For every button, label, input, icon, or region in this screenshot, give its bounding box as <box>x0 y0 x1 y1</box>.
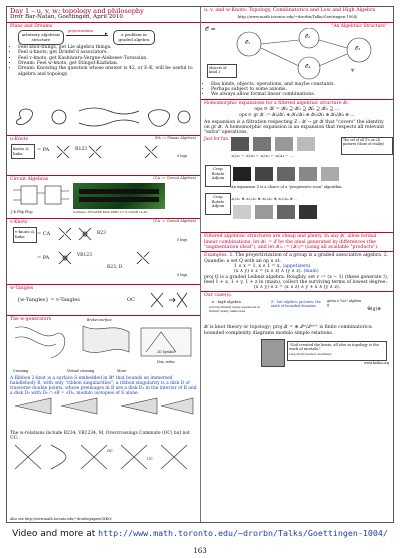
fun-note: The set of all Z's on 2D pictures (those of reality) <box>341 137 393 155</box>
knot-pictures <box>9 103 197 133</box>
right-column <box>201 7 393 522</box>
image-thumb <box>321 167 339 181</box>
examples-section <box>201 253 393 290</box>
list-item: • Feel v-knots, get Kashiwara-Vergne-Alekseev-Torossian. <box>18 56 197 61</box>
list-item: • Has kinds, objects, operations, and maybe constants. <box>211 82 390 87</box>
image-thumb <box>231 137 249 151</box>
alg-label: "An Algebraic Structure" <box>331 23 387 29</box>
wtangles-section <box>7 283 200 303</box>
wtangles-heading: w-Tangles <box>10 286 34 291</box>
plans-heading: Plans and Dreams <box>10 23 53 29</box>
image-thumb <box>277 205 295 219</box>
examples-heading: Examples. <box>204 253 228 259</box>
image-thumb <box>299 167 317 181</box>
case-label: Z : low algebra: pictures, the math of bounded domains <box>271 300 321 309</box>
wgen-label: Crossing <box>13 369 29 373</box>
ribbon-shape-icon <box>121 398 157 414</box>
quote-box <box>287 341 387 361</box>
plans-box-left: arbitrary algebraic structure <box>18 30 64 45</box>
ex-final: (x ∧ y) ∧ z = (x ∧ z) ∧ y + x ∧ (y ∧ z). <box>253 285 341 291</box>
plans-section <box>7 24 200 77</box>
wgenerators-section <box>7 314 200 373</box>
ops-label: ψ <box>351 67 355 73</box>
wtangles-formula: {w-Tangles} = v-Tangles <box>17 297 80 303</box>
knot-icon <box>148 110 169 127</box>
vknots-section <box>7 217 200 277</box>
wrel-text: The w-relations include R234, VR1234, M, Overcrossings Commute (OC) but not UC: <box>10 431 190 442</box>
o-symbol: 𝒪 = <box>205 25 216 33</box>
list-item: • Perhaps subject to some axioms. <box>211 87 390 92</box>
left-column <box>7 7 201 522</box>
crossing-icon <box>177 293 187 307</box>
circuit-heading: Circuit Algebras <box>10 177 49 182</box>
image-thumb <box>297 137 315 151</box>
oc-label: OC <box>107 449 113 453</box>
footer-note: Also see http://www.math.toronto.edu/~drorbn/papers/WKO/ <box>10 517 112 521</box>
right-header <box>201 7 393 21</box>
plans-arrow-label: projectivization <box>68 29 94 34</box>
ribbon-shape-icon <box>61 398 97 414</box>
vknots-eq-pa: = PA <box>37 255 50 261</box>
image-thumb <box>255 205 273 219</box>
case-label: solving finitely many equations in finitely many unknowns <box>209 305 261 314</box>
circuit-tag: (CA := Circuit Algebra) <box>153 176 196 180</box>
filtered-text <box>201 234 393 250</box>
list-item: • We always allow formal linear combinations. <box>211 92 390 97</box>
case-text: 𝒦 is knot theory or topology; proj 𝒦 = ⊕ ℐᵐ/ℐᵐ⁺¹ is finite combinatorics: bounded-complexity diagrams modulo simple relations. <box>204 325 373 336</box>
portrait-photo <box>261 339 285 367</box>
case-label: given a "Lie" algebra g <box>327 299 362 308</box>
tube-icon <box>15 337 56 346</box>
list-item: • Dream: Knowing the question whose answer is 42, or E-K, will be useful to algebra and topology. <box>18 66 197 77</box>
node-label: 𝒪₂ <box>305 33 311 40</box>
vknot-crossings <box>57 226 182 270</box>
uknots-heading: u-Knots <box>10 137 28 142</box>
ex-formula: 1 ∧ x = 1, x ∧ 1 = x, <box>234 263 282 269</box>
caption-prefix: Video and more at <box>12 529 96 539</box>
quote-attr: Leopold Kronecker (modified) <box>289 351 332 356</box>
byline: Dror Bar-Natan, Goettingen, April 2010 <box>10 14 123 21</box>
vknots-tag: (CA := Circuit Algebra) <box>153 219 196 223</box>
homo-line: ops ⟳ 𝒦 = 𝒦₀ ⊇ 𝒦₁ ⊇ 𝒦₂ ⊇ 𝒦₃ ⊇ … <box>254 107 340 112</box>
flipflop-box-icon <box>45 186 61 204</box>
homo-line2: ops ⟳ gr 𝒦 := 𝒦₀/𝒦₁ ⊕ 𝒦₁/𝒦₂ ⊕ 𝒦₂/𝒦₃ ⊕ 𝒦₃/𝒦₄ ⊕ … <box>239 113 355 119</box>
memory-chips-icon <box>79 197 159 202</box>
wgen-label: Move <box>117 369 127 373</box>
examples-text: 1. The projectivization of a group is a graded associative algebra. 2. Quandle: a set Q with an op ∧ st. <box>204 253 389 264</box>
uknots-tag: (PA := Planar Algebra) <box>154 136 196 140</box>
homo-heading: Homomorphic expansions for a filtered algebraic structure 𝒦: <box>204 100 349 106</box>
crossing-icon <box>81 445 107 469</box>
ops-caption: 𝒦/𝒦₁ ← 𝒦/𝒦₂ ← 𝒦/𝒦₃ ← 𝒦/𝒦₄ ← … <box>231 154 294 159</box>
quote-url: www.katlas.org <box>364 361 389 366</box>
arrow-icon <box>169 298 175 302</box>
uknots-section <box>7 134 200 160</box>
wgen-heading: The w-generators <box>10 317 52 322</box>
strand-icon <box>51 445 66 469</box>
poster <box>6 6 394 523</box>
virtual-crossing-icon <box>59 252 71 264</box>
wrel-figures <box>11 441 196 473</box>
strand-icon <box>79 108 139 114</box>
divider <box>201 22 393 23</box>
node-label: 𝒪₃ <box>355 45 361 52</box>
quote-section <box>201 339 393 369</box>
crossing-icon <box>151 293 163 307</box>
crossing-icon <box>121 445 147 469</box>
image-thumb <box>299 205 317 219</box>
circuit-board-photo <box>73 183 165 209</box>
oc-label: OC <box>127 297 135 303</box>
page-number: 163 <box>193 547 207 555</box>
vknots-eq: = CA <box>37 231 51 237</box>
left-header <box>7 7 200 21</box>
uc-label: UC <box>147 457 153 461</box>
divider <box>7 315 200 316</box>
image-thumb <box>233 167 251 181</box>
legs-label: 0 legs <box>177 238 188 242</box>
gr-caption: 𝒦/𝒦₁ ⊕ 𝒦₁/𝒦₂ ⊕ 𝒦₂/𝒦₃ ⊕ 𝒦₃/𝒦₄ ⊕ … <box>231 197 298 202</box>
crossing-icon <box>145 146 157 158</box>
image-thumb <box>275 137 293 151</box>
fun-heading: Just for fun. <box>204 136 230 142</box>
right-url: http://www.math.toronto.edu/~drorbn/Talks/Goettingen-1004/ <box>237 14 358 20</box>
homo-section <box>201 101 393 136</box>
loop-icon <box>178 111 190 123</box>
crossing-icon <box>57 146 69 158</box>
r23-label: R23 <box>97 231 106 236</box>
vknots-lhs: v-knots & links <box>13 227 37 243</box>
fun-section <box>201 135 393 231</box>
circuit-caption-left: J-K Flip Flop <box>11 210 33 214</box>
wire-icon <box>13 190 69 200</box>
expansion-note: An expansion Z is a choice of a "progressive scan" algorithm. <box>231 185 343 190</box>
virtual-crossing-icon <box>79 228 91 240</box>
video-caption <box>0 528 400 539</box>
caption-link[interactable]: http://www.math.toronto.edu/~drorbn/Talks/Goettingen-1004/ <box>98 528 388 538</box>
wgen-label: Broken surface <box>87 318 112 322</box>
uknots-eq: = PA <box>37 147 50 154</box>
tube-icon <box>15 327 65 358</box>
trefoil-icon <box>16 109 32 125</box>
divider <box>7 22 200 23</box>
divider <box>7 284 200 285</box>
broken-surface-icon <box>83 326 129 353</box>
plans-diagram <box>10 29 197 45</box>
crossing-icon <box>59 228 71 240</box>
case-heading: Our case(s). <box>204 293 233 299</box>
strand-icon <box>79 120 139 126</box>
circuit-caption-right: Software: SYNAPSE 4000 DDR2 2.7 X 12GCB 1A 6A <box>73 210 148 214</box>
uknots-formula <box>7 142 200 160</box>
r123-label: R123 <box>75 147 88 153</box>
memory-chips-icon <box>79 189 159 194</box>
crossing-icon <box>161 445 187 469</box>
ribbon-text-body: A Ribbon 2-knot is a surface S embedded in ℝ⁴ that bounds an immersed handlebody B, with only "ribbon singularities"; a ribbon singularity is a disk D of trasverse double points, whose preimages in B are a disk D₁ in the interior of B and a disk D₂ with D₂ ∩ ∂B = ∂D₂, modulo isotopies of S alone. <box>10 376 197 397</box>
vknots-heading: v-Knots <box>10 220 28 225</box>
right-title: u, v, and w-Knots: Topology, Combinatorics and Low and High Algebra <box>204 8 376 13</box>
plans-bullets <box>10 45 197 77</box>
divider <box>201 99 393 100</box>
operation-arrow-icon <box>261 40 347 66</box>
objects-kind-box: objects of kind 3 <box>207 64 237 78</box>
r23d-label: R23, D <box>107 265 123 270</box>
image-thumb <box>255 167 273 181</box>
plans-arrow <box>66 35 108 36</box>
arrow-head-icon: ▸ <box>105 31 108 38</box>
crop-box: Crop Rotate Adjoin <box>205 165 231 187</box>
algebraic-structure <box>201 24 393 82</box>
node-label: 𝒪₄ <box>305 63 311 70</box>
crossing-icon <box>15 445 41 469</box>
ribbon-shape-icon <box>161 398 193 414</box>
crossing-icon <box>89 146 101 158</box>
wgen-label: 2D Symbol <box>157 350 175 354</box>
list-item: • Feel knot-things, get Lie algebra things. <box>18 45 197 50</box>
filtered-text-body: Filtered algebraic structures are cheap and plenty. In any 𝒦, allow formal linear combinations, let 𝒦₁ = ℐ be the ideal generated by differences (the "augmentation ideal"), and let 𝒦ₘ := (𝒦₁)ᵐ (using all available "products"). <box>204 234 379 251</box>
ribbon-figures <box>11 396 196 416</box>
case-label: 𝒰(g)⊗ <box>367 307 381 313</box>
ex-formula: (x ∧ y) ∧ z = (x ∧ z) ∧ (y ∧ z). <box>234 269 303 275</box>
case-section <box>201 293 393 325</box>
node-label: 𝒪₁ <box>245 39 251 46</box>
flipflop-diagram <box>11 183 71 209</box>
crop-box-2: Crop Rotate Adjoin <box>205 193 231 215</box>
unknot-icon <box>52 110 66 124</box>
image-thumb <box>277 167 295 181</box>
homo-text: An expansion is a filtration respecting Z : 𝒦 → gr 𝒦 that "covers" the identity on gr 𝒦. A homomorphic expansion is an expansion that respects all relevant "extra" operations. <box>204 119 385 136</box>
plans-box-right: a problem in graded algebra <box>113 30 155 45</box>
oc-figure <box>149 291 189 309</box>
vr123-label: VR123 <box>77 253 92 258</box>
ribbon-text <box>7 376 200 396</box>
ribbon-shape-icon <box>15 398 51 414</box>
alg-bullets <box>201 82 393 98</box>
left-title: Day 1 – u, v, w: topology and philosophy <box>10 7 144 15</box>
circuit-section <box>7 174 200 214</box>
case-label: 𝒦 : high algebra <box>211 300 241 305</box>
ex-tail: proj Q is a graded Leibniz algebra: Roughly, set v := (x − 1) (these generate ℐ), feed 1 + x, 1 + y, 1 + z in (main), collect the surviving terms of lowest degree: <box>204 274 389 285</box>
flipflop-box-icon <box>21 186 37 204</box>
list-item: • Feel u-knots; get Drinfel'd associators. <box>18 50 197 55</box>
ex-formula: (main) <box>303 269 319 275</box>
ribbon-section <box>7 376 200 420</box>
image-thumb <box>233 205 251 219</box>
quote-text: "God created the knots, all else in topology is the work of mortals." <box>289 343 379 352</box>
wrelations-section <box>7 431 200 477</box>
wgen-label: Virtual crossing <box>67 369 95 373</box>
list-item: • Dream: Feel w-knots, get Etingof-Kazhdan. <box>18 61 197 66</box>
wgen-label: Dim. reduc. <box>157 360 176 364</box>
crossing-icon <box>137 252 149 264</box>
uknots-lhs: knots & links <box>11 144 35 159</box>
ex-formula: (appetizers) <box>282 263 311 269</box>
legs-label: 0 legs <box>177 273 188 277</box>
alg-diagram <box>219 28 389 82</box>
image-thumb <box>253 137 271 151</box>
legs-label: 0 legs <box>177 154 188 159</box>
